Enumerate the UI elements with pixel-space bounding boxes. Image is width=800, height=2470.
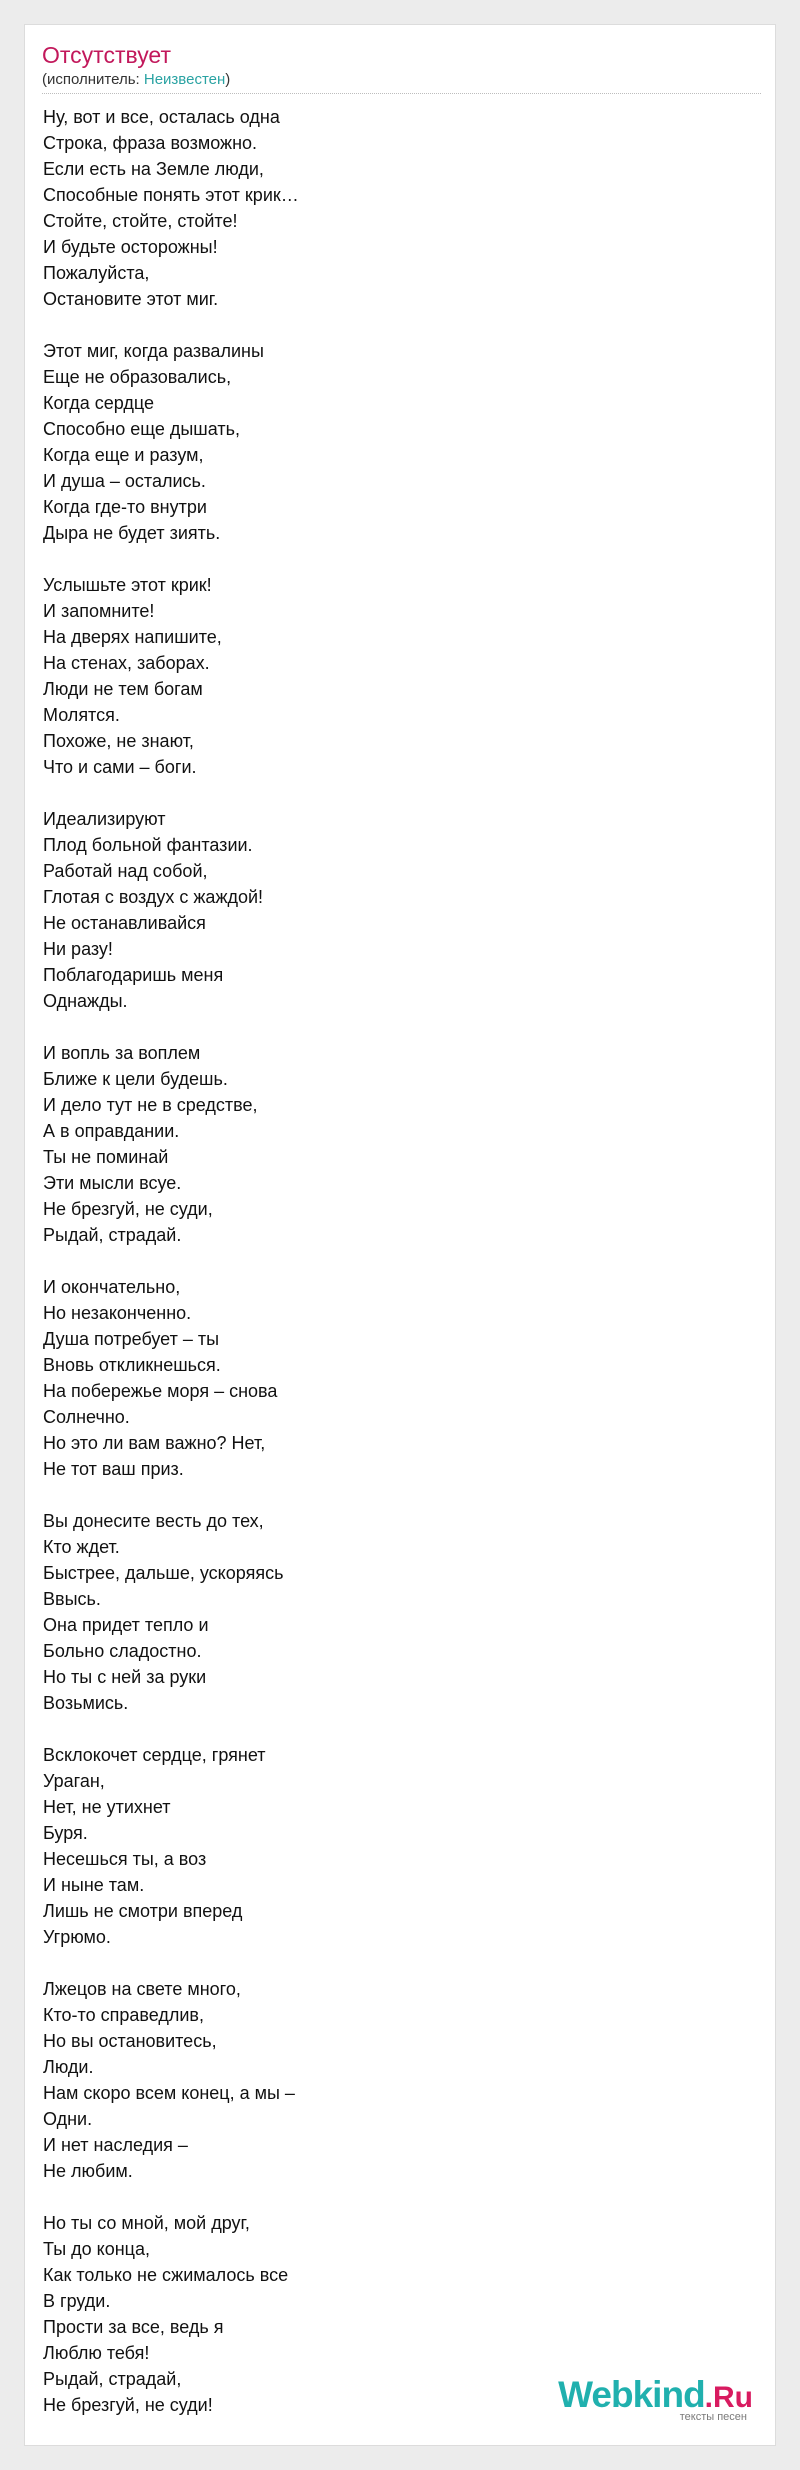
lyrics-line: Ты не поминай bbox=[43, 1147, 169, 1167]
lyrics-line: Остановите этот миг. bbox=[43, 289, 219, 309]
lyrics-line: Этот миг, когда развалины bbox=[43, 341, 264, 361]
lyrics-line: Что и сами – боги. bbox=[43, 757, 197, 777]
lyrics-line: Молятся. bbox=[43, 705, 120, 725]
artist-line bbox=[42, 72, 230, 87]
title-divider bbox=[42, 93, 761, 94]
lyrics-line: Рыдай, страдай. bbox=[43, 1225, 182, 1245]
lyrics-line: Вновь откликнешься. bbox=[43, 1355, 221, 1375]
webkind-logo[interactable] bbox=[558, 2376, 753, 2423]
lyrics-line: Всклокочет сердце, грянет bbox=[43, 1745, 266, 1765]
lyrics-line: Поблагодаришь меня bbox=[43, 965, 224, 985]
lyrics-line: Лжецов на свете много, bbox=[43, 1979, 241, 1999]
lyrics-line: Возьмись. bbox=[43, 1693, 129, 1713]
logo-name: Webkind bbox=[558, 2374, 705, 2415]
lyrics-stanza bbox=[43, 1976, 743, 2184]
lyrics-text bbox=[43, 104, 743, 2444]
lyrics-line: Если есть на Земле люди, bbox=[43, 159, 264, 179]
lyrics-line: Одни. bbox=[43, 2109, 93, 2129]
lyrics-line: На побережье моря – снова bbox=[43, 1381, 278, 1401]
lyrics-line: Идеализируют bbox=[43, 809, 166, 829]
lyrics-line: И душа – остались. bbox=[43, 471, 206, 491]
lyrics-line: Она придет тепло и bbox=[43, 1615, 209, 1635]
lyrics-line: В груди. bbox=[43, 2291, 111, 2311]
lyrics-line: Не любим. bbox=[43, 2161, 133, 2181]
lyrics-stanza bbox=[43, 1040, 743, 1248]
lyrics-stanza bbox=[43, 806, 743, 1014]
lyrics-line: Быстрее, дальше, ускоряясь bbox=[43, 1563, 284, 1583]
lyrics-line: Способные понять этот крик… bbox=[43, 185, 299, 205]
lyrics-line: И запомните! bbox=[43, 601, 155, 621]
lyrics-line: Ввысь. bbox=[43, 1589, 101, 1609]
lyrics-line: А в оправдании. bbox=[43, 1121, 180, 1141]
logo-wordmark bbox=[558, 2376, 753, 2413]
lyrics-line: На стенах, заборах. bbox=[43, 653, 210, 673]
lyrics-line: И нет наследия – bbox=[43, 2135, 188, 2155]
lyrics-line: И будьте осторожны! bbox=[43, 237, 218, 257]
artist-link[interactable]: Неизвестен bbox=[143, 71, 226, 88]
lyrics-line: Но ты со мной, мой друг, bbox=[43, 2213, 250, 2233]
lyrics-line: Ну, вот и все, осталась одна bbox=[43, 107, 280, 127]
lyrics-line: Работай над собой, bbox=[43, 861, 208, 881]
lyrics-line: Ни разу! bbox=[43, 939, 113, 959]
lyrics-line: Несешься ты, а воз bbox=[43, 1849, 207, 1869]
lyrics-line: И ныне там. bbox=[43, 1875, 145, 1895]
lyrics-line: Услышьте этот крик! bbox=[43, 575, 212, 595]
lyrics-line: Ты до конца, bbox=[43, 2239, 151, 2259]
lyrics-line: Ближе к цели будешь. bbox=[43, 1069, 228, 1089]
lyrics-line: Как только не сжималось все bbox=[43, 2265, 289, 2285]
lyrics-line: Люблю тебя! bbox=[43, 2343, 150, 2363]
lyrics-line: Строка, фраза возможно. bbox=[43, 133, 258, 153]
lyrics-line: Не останавливайся bbox=[43, 913, 206, 933]
lyrics-line: Когда где-то внутри bbox=[43, 497, 207, 517]
lyrics-line: Похоже, не знают, bbox=[43, 731, 194, 751]
lyrics-line: Но это ли вам важно? Нет, bbox=[43, 1433, 266, 1453]
lyrics-line: Ураган, bbox=[43, 1771, 105, 1791]
lyrics-line: На дверях напишите, bbox=[43, 627, 222, 647]
lyrics-stanza bbox=[43, 338, 743, 546]
lyrics-line: Люди. bbox=[43, 2057, 94, 2077]
lyrics-line: Больно сладостно. bbox=[43, 1641, 202, 1661]
lyrics-line: Способно еще дышать, bbox=[43, 419, 240, 439]
lyrics-line: Плод больной фантазии. bbox=[43, 835, 253, 855]
lyrics-line: Солнечно. bbox=[43, 1407, 130, 1427]
lyrics-line: Нам скоро всем конец, а мы – bbox=[43, 2083, 295, 2103]
lyrics-line: Когда еще и разум, bbox=[43, 445, 204, 465]
lyrics-line: Но вы остановитесь, bbox=[43, 2031, 217, 2051]
lyrics-stanza bbox=[43, 1742, 743, 1950]
lyrics-line: Вы донесите весть до тех, bbox=[43, 1511, 264, 1531]
lyrics-stanza bbox=[43, 1274, 743, 1482]
lyrics-line: И окончательно, bbox=[43, 1277, 181, 1297]
lyrics-line: Глотая с воздух с жаждой! bbox=[43, 887, 264, 907]
lyrics-stanza bbox=[43, 1508, 743, 1716]
lyrics-line: Дыра не будет зиять. bbox=[43, 523, 221, 543]
lyrics-line: Не тот ваш приз. bbox=[43, 1459, 184, 1479]
lyrics-line: Однажды. bbox=[43, 991, 128, 1011]
lyrics-line: Прости за все, ведь я bbox=[43, 2317, 224, 2337]
lyrics-line: Еще не образовались, bbox=[43, 367, 232, 387]
lyrics-line: Эти мысли всуе. bbox=[43, 1173, 182, 1193]
lyrics-line: Лишь не смотри вперед bbox=[43, 1901, 243, 1921]
artist-prefix: (исполнитель: bbox=[42, 71, 144, 88]
lyrics-line: И вопль за воплем bbox=[43, 1043, 201, 1063]
lyrics-line: Не брезгуй, не суди, bbox=[43, 1199, 213, 1219]
lyrics-line: И дело тут не в средстве, bbox=[43, 1095, 258, 1115]
lyrics-stanza bbox=[43, 572, 743, 780]
lyrics-line: Кто ждет. bbox=[43, 1537, 120, 1557]
lyrics-line: Но ты с ней за руки bbox=[43, 1667, 207, 1687]
lyrics-stanza bbox=[43, 104, 743, 312]
artist-suffix: ) bbox=[225, 71, 231, 88]
lyrics-line: Рыдай, страдай, bbox=[43, 2369, 182, 2389]
lyrics-line: Кто-то справедлив, bbox=[43, 2005, 204, 2025]
lyrics-line: Угрюмо. bbox=[43, 1927, 111, 1947]
lyrics-line: Буря. bbox=[43, 1823, 88, 1843]
lyrics-line: Душа потребует – ты bbox=[43, 1329, 220, 1349]
lyrics-card bbox=[24, 24, 776, 2446]
logo-tagline: тексты песен bbox=[679, 2411, 747, 2423]
lyrics-line: Стойте, стойте, стойте! bbox=[43, 211, 238, 231]
lyrics-line: Пожалуйста, bbox=[43, 263, 150, 283]
lyrics-line: Но незаконченно. bbox=[43, 1303, 192, 1323]
song-title: Отсутствует bbox=[42, 42, 171, 68]
lyrics-line: Когда сердце bbox=[43, 393, 154, 413]
logo-tld: .Ru bbox=[704, 2381, 753, 2414]
lyrics-line: Нет, не утихнет bbox=[43, 1797, 171, 1817]
lyrics-line: Не брезгуй, не суди! bbox=[43, 2395, 213, 2415]
lyrics-line: Люди не тем богам bbox=[43, 679, 203, 699]
